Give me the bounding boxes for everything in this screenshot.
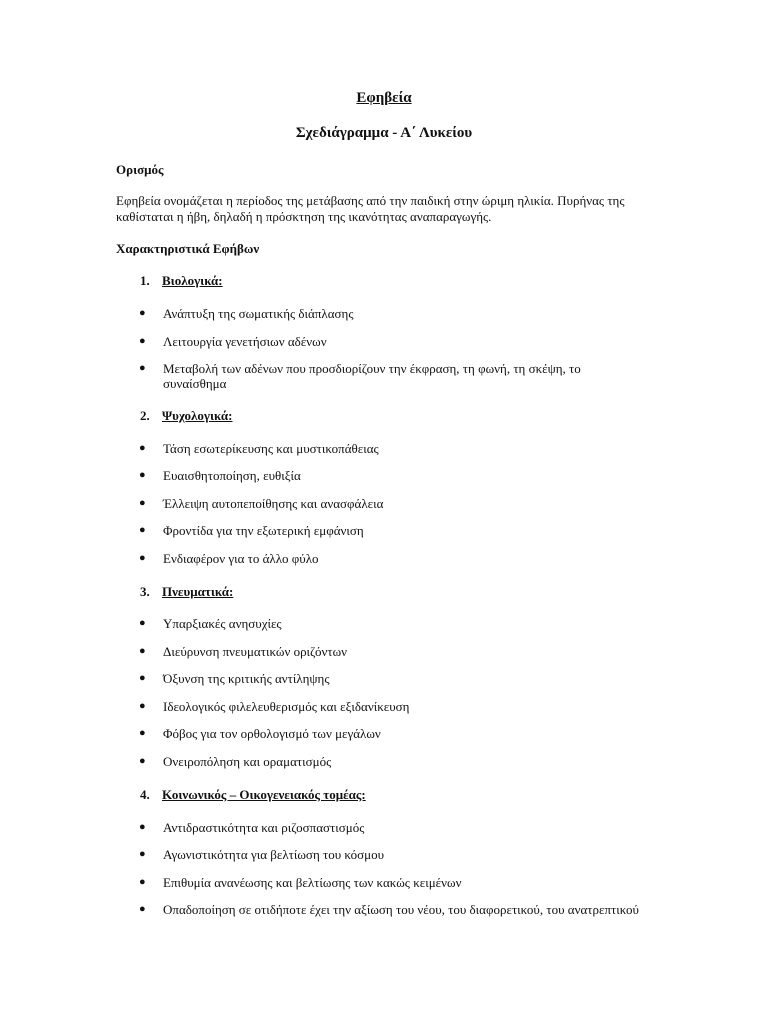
- list-item-text: Αγωνιστικότητα για βελτίωση του κόσμου: [163, 847, 385, 862]
- list-item-text: Λειτουργία γενετήσιων αδένων: [163, 334, 327, 349]
- list-item: [139, 726, 639, 741]
- bullet-icon: ●: [139, 821, 146, 833]
- definition-heading: Ορισμός: [116, 162, 164, 177]
- section-heading-intellectual: [140, 584, 233, 600]
- bullet-icon: ●: [139, 672, 146, 684]
- bullet-icon: ●: [139, 903, 146, 915]
- list-item: [139, 699, 639, 714]
- list-item: [139, 551, 639, 566]
- bullet-icon: ●: [139, 876, 146, 888]
- list-item: [139, 644, 639, 659]
- list-item-text: Ονειροπόληση και οραματισμός: [163, 754, 332, 769]
- list-item-text: Μεταβολή των αδένων που προσδιορίζουν την έκφραση, τη φωνή, τη σκέψη, το συναίσθημα: [163, 361, 581, 391]
- bullet-icon: ●: [139, 524, 146, 536]
- list-item: [139, 875, 639, 890]
- list-item: [139, 847, 639, 862]
- document-subtitle: Σχεδιάγραμμα - Α΄ Λυκείου: [295, 125, 473, 141]
- list-item-text: Επιθυμία ανανέωσης και βελτίωσης των κακώς κειμένων: [163, 875, 462, 890]
- section-label: Ψυχολογικά:: [162, 408, 233, 423]
- bullet-icon: ●: [139, 362, 146, 374]
- list-item: [139, 306, 639, 321]
- section-number: 2.: [140, 408, 150, 423]
- list-item-text: Αντιδραστικότητα και ριζοσπαστισμός: [163, 820, 365, 835]
- list-item: [139, 754, 639, 769]
- list-item-text: Φόβος για τον ορθολογισμό των μεγάλων: [163, 726, 381, 741]
- bullet-icon: ●: [139, 617, 146, 629]
- bullet-icon: ●: [139, 755, 146, 767]
- list-item: [139, 441, 639, 456]
- definition-text: Εφηβεία ονομάζεται η περίοδος της μετάβασης από την παιδική στην ώριμη ηλικία. Πυρήνας της καθίσταται η ήβη, δηλαδή η πρόσκτηση της ικανότητας αναπαραγωγής.: [116, 193, 625, 224]
- list-item-text: Έλλειψη αυτοπεποίθησης και ανασφάλεια: [163, 496, 384, 511]
- section-label: Βιολογικά:: [162, 273, 223, 288]
- list-item-text: Υπαρξιακές ανησυχίες: [163, 616, 282, 631]
- section-label: Κοινωνικός – Οικογενειακός τομέας:: [162, 787, 366, 802]
- list-item: [139, 468, 639, 483]
- list-item: [139, 616, 639, 631]
- bullet-icon: ●: [139, 700, 146, 712]
- bullet-icon: ●: [139, 552, 146, 564]
- bullet-icon: ●: [139, 727, 146, 739]
- section-heading-psychological: [140, 408, 232, 424]
- list-item: [139, 820, 639, 835]
- list-item-text: Ιδεολογικός φιλελευθερισμός και εξιδανίκευση: [163, 699, 410, 714]
- bullet-icon: ●: [139, 848, 146, 860]
- section-heading-biological: [140, 273, 223, 289]
- list-item: [139, 334, 639, 349]
- list-item-text: Όξυνση της κριτικής αντίληψης: [163, 671, 330, 686]
- section-heading-social: [140, 787, 366, 803]
- list-item: [139, 361, 639, 391]
- list-item-text: Φροντίδα για την εξωτερική εμφάνιση: [163, 523, 364, 538]
- list-item-text: Ενδιαφέρον για το άλλο φύλο: [163, 551, 319, 566]
- characteristics-heading: Χαρακτηριστικά Εφήβων: [116, 241, 260, 256]
- section-label: Πνευματικά:: [162, 584, 234, 599]
- list-item-text: Διεύρυνση πνευματικών οριζόντων: [163, 644, 348, 659]
- list-item: [139, 671, 639, 686]
- document-title: Εφηβεία: [356, 90, 412, 106]
- bullet-icon: ●: [139, 645, 146, 657]
- section-number: 4.: [140, 787, 150, 802]
- bullet-icon: ●: [139, 469, 146, 481]
- list-item-text: Ευαισθητοποίηση, ευθιξία: [163, 468, 301, 483]
- list-item-text: Τάση εσωτερίκευσης και μυστικοπάθειας: [163, 441, 379, 456]
- list-item-text: Ανάπτυξη της σωματικής διάπλασης: [163, 306, 354, 321]
- list-item: [139, 523, 639, 538]
- bullet-icon: ●: [139, 442, 146, 454]
- bullet-icon: ●: [139, 497, 146, 509]
- bullet-icon: ●: [139, 307, 146, 319]
- section-number: 3.: [140, 584, 150, 599]
- list-item: [139, 496, 639, 511]
- section-number: 1.: [140, 273, 150, 288]
- bullet-icon: ●: [139, 335, 146, 347]
- list-item-text: Οπαδοποίηση σε οτιδήποτε έχει την αξίωση του νέου, του διαφορετικού, του ανατρεπτικού: [163, 902, 639, 917]
- list-item: [139, 902, 639, 917]
